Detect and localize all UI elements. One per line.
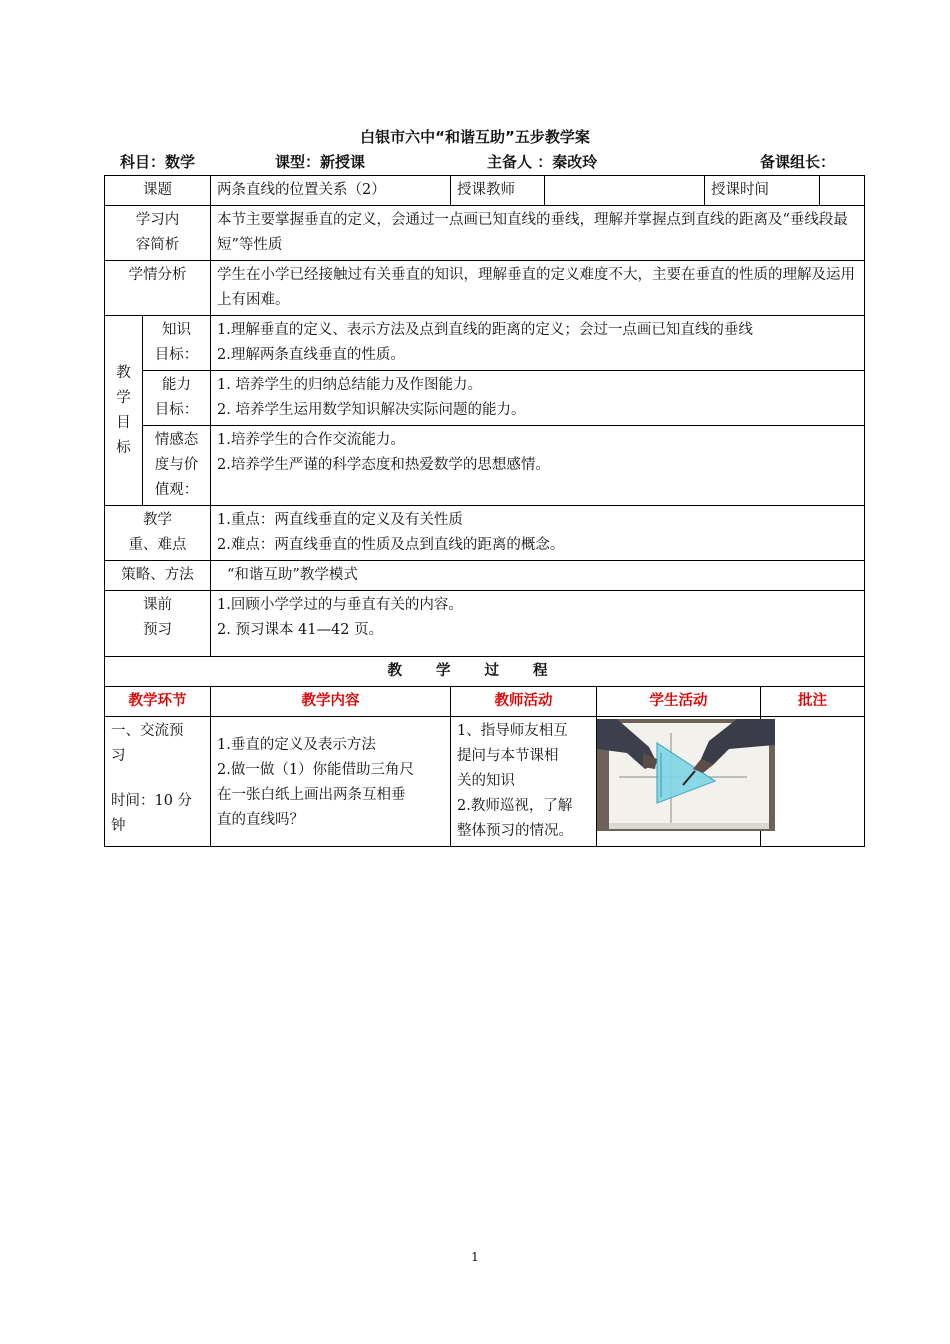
topic-row — [105, 176, 865, 206]
column-header-content: 教学内容 — [211, 687, 451, 717]
knowledge-objective-label: 知识 目标： — [143, 316, 211, 371]
time-value — [820, 176, 865, 205]
course-type-label: 课型：新授课 — [275, 153, 366, 171]
topic-value: 两条直线的位置关系（2） — [211, 176, 451, 206]
subject-label: 科目：数学 — [120, 153, 196, 171]
ability-objective-row — [105, 371, 865, 426]
process-title: 教学过程 — [105, 657, 865, 687]
process-row — [105, 717, 865, 847]
strategy-label: 策略、方法 — [105, 561, 211, 591]
lesson-plan-table — [104, 175, 865, 847]
key-points-row — [105, 506, 865, 561]
student-activity-cell — [597, 717, 761, 847]
content-analysis-text: 本节主要掌握垂直的定义，会通过一点画已知直线的垂线，理解并掌握点到直线的距离及“垂线段最短”等性质 — [211, 206, 865, 261]
column-header-student: 学生活动 — [597, 687, 761, 717]
key-points-text: 1.重点：两直线垂直的定义及有关性质 2.难点：两直线垂直的性质及点到直线的距离的概念。 — [211, 506, 865, 561]
ability-objective-text: 1. 培养学生的归纳总结能力及作图能力。 2. 培养学生运用数学知识解决实际问题的能力。 — [211, 371, 865, 426]
column-header-teacher: 教师活动 — [451, 687, 597, 717]
preview-row — [105, 591, 865, 657]
teacher-activity-cell: 1、指导师友相互 提问与本节课相 关的知识 2.教师巡视，了解 整体预习的情况。 — [451, 717, 597, 847]
preview-label: 课前 预习 — [105, 591, 211, 657]
page-number: 1 — [471, 1250, 479, 1264]
student-analysis-label: 学情分析 — [105, 261, 211, 316]
teacher-value — [545, 176, 705, 206]
emotion-objective-row — [105, 426, 865, 506]
content-cell: 1.垂直的定义及表示方法 2.做一做（1）你能借助三角尺 在一张白纸上画出两条互相垂 直的直线吗？ — [211, 717, 451, 847]
strategy-text: “和谐互助”教学模式 — [211, 561, 865, 591]
document-title: 白银市六中“和谐互助”五步教学案 — [360, 128, 590, 146]
strategy-row — [105, 561, 865, 591]
group-leader-label: 备课组长： — [760, 153, 836, 171]
topic-label: 课题 — [105, 176, 211, 206]
ability-objective-label: 能力 目标： — [143, 371, 211, 426]
student-activity-photo — [597, 719, 775, 831]
student-analysis-text: 学生在小学已经接触过有关垂直的知识，理解垂直的定义难度不大，主要在垂直的性质的理解及运用上有困难。 — [211, 261, 865, 316]
process-title-row — [105, 657, 865, 687]
preview-text: 1.回顾小学学过的与垂直有关的内容。 2. 预习课本 41—42 页。 — [211, 591, 865, 657]
emotion-objective-label: 情感态 度与价 值观： — [143, 426, 211, 506]
knowledge-objective-text: 1.理解垂直的定义、表示方法及点到直线的距离的定义；会过一点画已知直线的垂线 2.理解两条直线垂直的性质。 — [211, 316, 865, 371]
content-analysis-label: 学习内 容简析 — [105, 206, 211, 261]
teacher-label: 授课教师 — [451, 176, 545, 206]
objectives-group-label: 教 学 目 标 — [105, 316, 143, 506]
column-header-note: 批注 — [761, 687, 865, 717]
emotion-objective-text: 1.培养学生的合作交流能力。 2.培养学生严谨的科学态度和热爱数学的思想感情。 — [211, 426, 865, 506]
time-label: 授课时间 — [705, 176, 820, 205]
student-analysis-row — [105, 261, 865, 316]
column-header-stage: 教学环节 — [105, 687, 211, 717]
note-cell — [761, 717, 865, 847]
knowledge-objective-row — [105, 316, 865, 371]
preparer-label: 主备人 ：秦改玲 — [487, 153, 598, 171]
key-points-label: 教学 重、难点 — [105, 506, 211, 561]
stage-cell: 一、交流预 习 时间：10 分 钟 — [105, 717, 211, 847]
process-header-row — [105, 687, 865, 717]
content-analysis-row — [105, 206, 865, 261]
meta-row — [120, 151, 840, 173]
hands-with-set-square-image — [597, 719, 775, 831]
